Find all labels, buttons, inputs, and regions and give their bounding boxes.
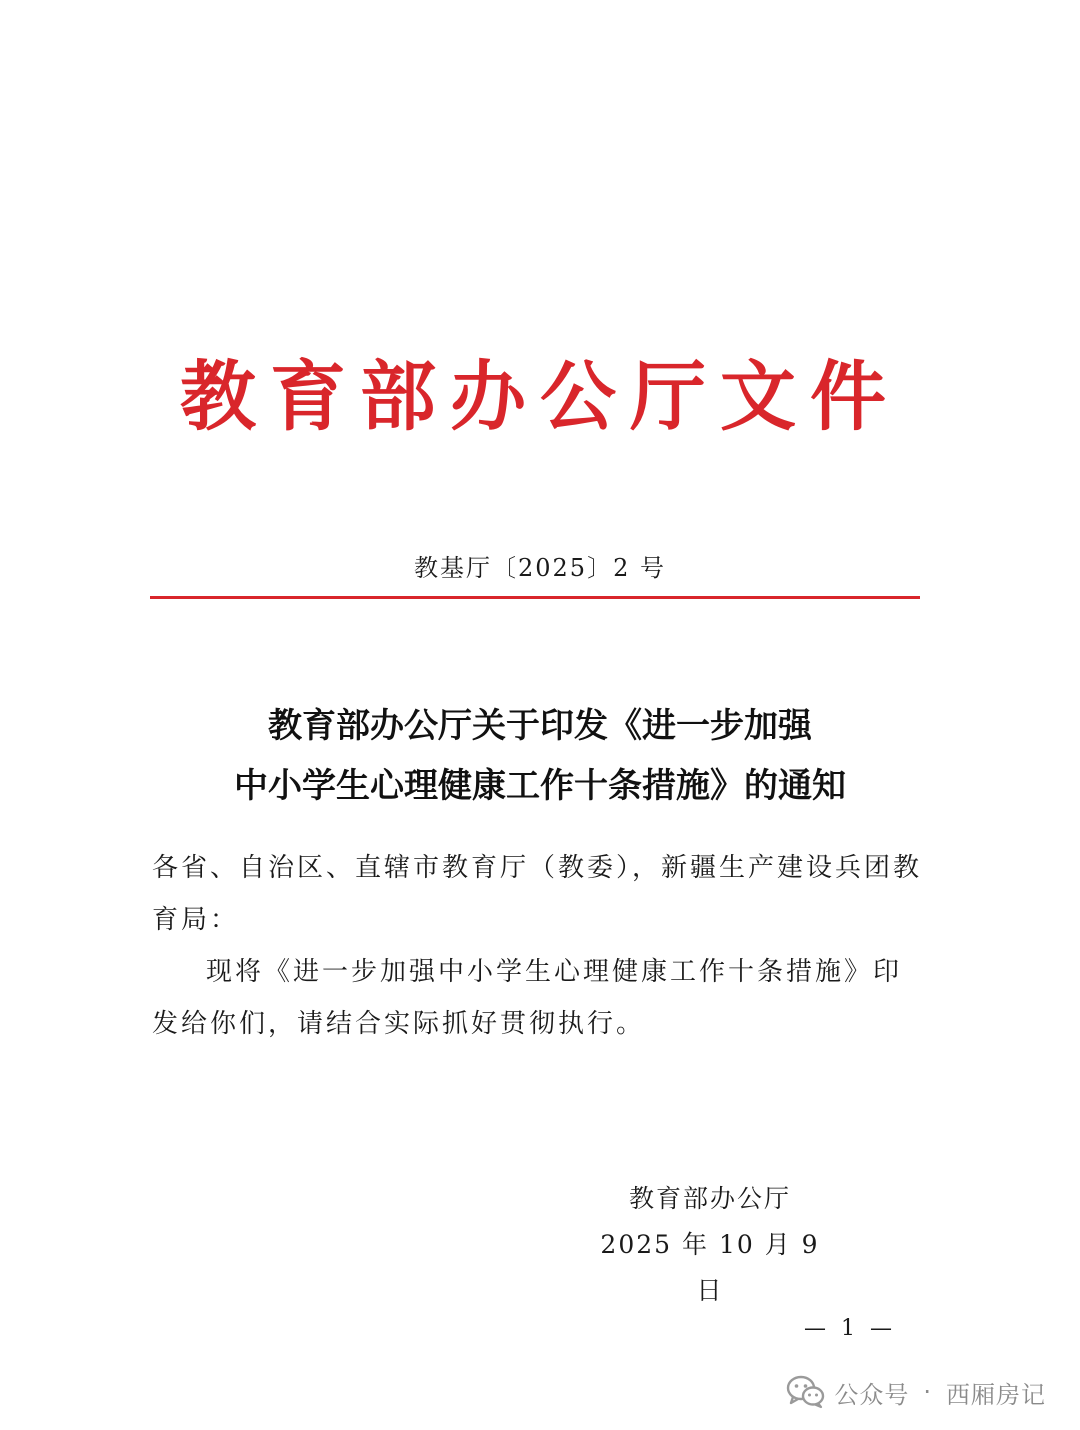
notice-title-line-2: 中小学生心理健康工作十条措施》的通知 [234, 766, 846, 806]
body-paragraph: 现将《进一步加强中小学生心理健康工作十条措施》印发给你们，请结合实际抓好贯彻执行。 [152, 957, 903, 1039]
wechat-icon [786, 1375, 826, 1409]
notice-title-line-1: 教育部办公厅关于印发《进一步加强 [268, 706, 812, 746]
signature-block [590, 1176, 830, 1314]
document-header-title: 教育部办公厅文件 [180, 352, 900, 441]
watermark-account: 西厢房记 [946, 1380, 1046, 1409]
red-divider-line [150, 596, 920, 599]
watermark-prefix: 公众号 [834, 1380, 910, 1409]
watermark [786, 1372, 1046, 1412]
addressee-line: 各省、自治区、直辖市教育厅（教委），新疆生产建设兵团教育局： [152, 853, 923, 935]
notice-title [0, 696, 1080, 816]
page-number: — 1 — [804, 1316, 896, 1341]
signature-org: 教育部办公厅 [628, 1184, 791, 1213]
watermark-separator: · [923, 1378, 932, 1406]
document-number: 教基厅〔2025〕2 号 [414, 554, 666, 582]
signature-date: 2025 年 10 月 9 日 [600, 1230, 820, 1305]
